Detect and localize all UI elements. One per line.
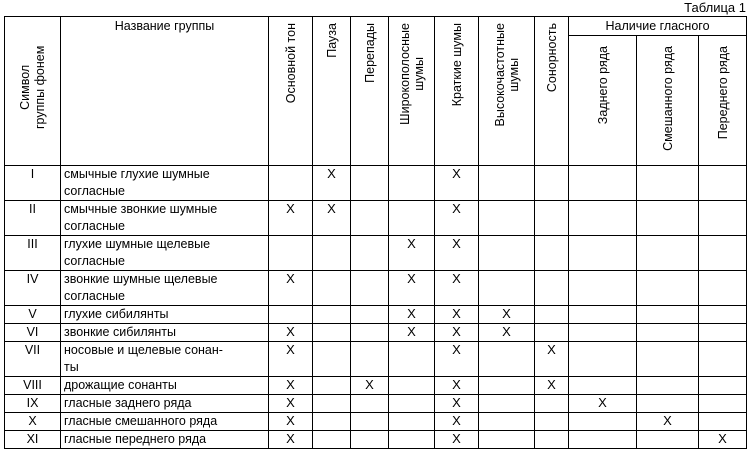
feature-cell [535,413,569,431]
table-row [5,166,747,201]
feature-cell [637,201,699,236]
feature-cell [479,431,535,449]
feature-cell [535,271,569,306]
row-symbol: VII [5,342,61,377]
feature-mark: X [435,306,479,324]
feature-cell [351,342,389,377]
feature-cell [569,306,637,324]
table-body [5,166,747,449]
row-group-name [61,271,269,306]
feature-mark: X [269,342,313,377]
feature-cell [569,166,637,201]
feature-cell [569,271,637,306]
row-group-name [61,306,269,324]
feature-cell [569,377,637,395]
feature-mark: X [435,413,479,431]
row-symbol: II [5,201,61,236]
row-group-name-line: глухие шумные щелевые [64,237,211,251]
feature-cell [313,271,351,306]
row-group-name [61,324,269,342]
feature-mark: X [389,236,435,271]
feature-cell [389,342,435,377]
feature-cell [313,342,351,377]
feature-mark: X [269,201,313,236]
row-group-name-line: согласные [64,184,125,198]
feature-cell [535,395,569,413]
header-front-row [699,36,747,166]
header-symbol-text [18,46,48,129]
table-row [5,236,747,271]
row-symbol: III [5,236,61,271]
feature-cell [479,413,535,431]
feature-cell [313,236,351,271]
header-pause-label: Пауза [324,23,339,58]
feature-cell [699,271,747,306]
feature-cell [313,306,351,324]
row-group-name-line: согласные [64,219,125,233]
table-row [5,431,747,449]
feature-cell [535,306,569,324]
feature-mark: X [269,413,313,431]
feature-cell [699,306,747,324]
feature-cell [313,431,351,449]
feature-cell [637,166,699,201]
feature-cell [637,377,699,395]
header-drops [351,17,389,166]
feature-cell [269,166,313,201]
header-broadband-noise-line1: Широкополосные [397,23,412,125]
feature-cell [389,431,435,449]
feature-cell [479,166,535,201]
feature-mark: X [435,431,479,449]
header-vowel-presence: Наличие гласного [569,17,747,36]
table-row [5,377,747,395]
feature-cell [637,342,699,377]
feature-cell [389,166,435,201]
header-back-row-label: Заднего ряда [595,46,610,125]
table-row [5,413,747,431]
feature-cell [269,306,313,324]
row-symbol: VIII [5,377,61,395]
feature-cell [389,413,435,431]
header-fundamental-tone-label: Основной тон [283,23,298,104]
feature-mark: X [269,431,313,449]
feature-mark: X [435,377,479,395]
feature-cell [351,413,389,431]
feature-cell [479,377,535,395]
header-group-name: Название группы [61,17,269,166]
header-mixed-row [637,36,699,166]
row-group-name-line: глухие сибилянты [64,307,169,321]
feature-cell [535,431,569,449]
feature-cell [351,271,389,306]
feature-cell [351,236,389,271]
row-group-name-line: гласные переднего ряда [64,432,207,446]
feature-cell [389,201,435,236]
header-symbol [5,17,61,166]
header-symbol-line1: Символ [17,64,32,110]
feature-cell [699,236,747,271]
header-highfreq-noise-line1: Высокочастотные [492,23,507,127]
feature-cell [313,377,351,395]
feature-mark: X [569,395,637,413]
row-group-name [61,166,269,201]
header-short-noise-label: Краткие шумы [449,23,464,107]
header-front-row-label: Переднего ряда [715,46,730,140]
row-symbol: XI [5,431,61,449]
feature-mark: X [435,166,479,201]
feature-cell [699,395,747,413]
header-symbol-line2: группы фонем [32,45,47,129]
feature-cell [479,271,535,306]
feature-mark: X [699,431,747,449]
row-symbol: IV [5,271,61,306]
feature-mark: X [435,201,479,236]
table-row [5,395,747,413]
feature-cell [351,306,389,324]
header-sonority [535,17,569,166]
row-group-name-line: носовые и щелевые сонан- [64,343,223,357]
table-row [5,271,747,306]
feature-mark: X [479,306,535,324]
row-group-name-line: согласные [64,254,125,268]
row-symbol: IX [5,395,61,413]
feature-cell [569,201,637,236]
table-caption: Таблица 1 [684,0,746,15]
row-symbol: I [5,166,61,201]
feature-cell [569,324,637,342]
feature-cell [699,342,747,377]
row-group-name [61,342,269,377]
feature-mark: X [389,306,435,324]
header-mixed-row-label: Смешанного ряда [660,46,675,151]
feature-mark: X [389,324,435,342]
feature-mark: X [313,166,351,201]
feature-mark: X [435,236,479,271]
header-pause [313,17,351,166]
feature-cell [535,236,569,271]
feature-cell [699,324,747,342]
feature-cell [313,324,351,342]
feature-mark: X [269,271,313,306]
row-group-name-line: гласные заднего ряда [64,396,192,410]
row-symbol: V [5,306,61,324]
feature-mark: X [479,324,535,342]
row-group-name [61,431,269,449]
feature-cell [569,431,637,449]
feature-cell [351,395,389,413]
feature-cell [479,342,535,377]
feature-cell [313,395,351,413]
feature-mark: X [535,377,569,395]
feature-cell [535,201,569,236]
row-group-name [61,377,269,395]
feature-cell [699,377,747,395]
header-fundamental-tone [269,17,313,166]
feature-cell [389,395,435,413]
feature-mark: X [637,413,699,431]
feature-mark: X [435,324,479,342]
row-group-name-line: ты [64,360,79,374]
row-group-name [61,413,269,431]
header-back-row [569,36,637,166]
feature-cell [637,236,699,271]
feature-mark: X [389,271,435,306]
header-highfreq-noise-line2: шумы [506,57,521,92]
header-short-noise [435,17,479,166]
row-group-name-line: звонкие шумные щелевые [64,272,218,286]
feature-cell [313,413,351,431]
feature-mark: X [313,201,351,236]
row-group-name [61,201,269,236]
phoneme-group-table [4,16,747,449]
feature-mark: X [351,377,389,395]
feature-cell [637,306,699,324]
table-row [5,342,747,377]
row-group-name-line: гласные смешанного ряда [64,414,218,428]
feature-cell [269,236,313,271]
feature-cell [569,342,637,377]
feature-cell [637,431,699,449]
feature-cell [699,201,747,236]
feature-cell [699,413,747,431]
table-row [5,201,747,236]
feature-mark: X [535,342,569,377]
header-broadband-noise-line2: шумы [411,57,426,91]
row-symbol: X [5,413,61,431]
feature-mark: X [435,395,479,413]
header-drops-label: Перепады [362,23,377,83]
feature-cell [637,271,699,306]
feature-cell [351,201,389,236]
feature-cell [637,324,699,342]
header-sonority-label: Сонорность [544,23,559,93]
row-symbol: VI [5,324,61,342]
feature-cell [479,395,535,413]
feature-mark: X [435,342,479,377]
row-group-name [61,395,269,413]
feature-cell [535,166,569,201]
table-row [5,324,747,342]
row-group-name-line: смычные звонкие шумные [64,202,218,216]
feature-cell [479,236,535,271]
feature-cell [637,395,699,413]
feature-cell [699,166,747,201]
header-broadband-noise [389,17,435,166]
table-row [5,306,747,324]
header-highfreq-noise [479,17,535,166]
feature-cell [569,413,637,431]
feature-cell [535,324,569,342]
row-group-name-line: дрожащие сонанты [64,378,177,392]
feature-cell [351,431,389,449]
feature-cell [389,377,435,395]
feature-mark: X [435,271,479,306]
feature-cell [479,201,535,236]
feature-cell [351,324,389,342]
row-group-name-line: смычные глухие шумные [64,167,210,181]
feature-mark: X [269,377,313,395]
row-group-name-line: согласные [64,289,125,303]
row-group-name-line: звонкие сибилянты [64,325,177,339]
feature-cell [569,236,637,271]
feature-cell [351,166,389,201]
feature-mark: X [269,324,313,342]
row-group-name [61,236,269,271]
feature-mark: X [269,395,313,413]
